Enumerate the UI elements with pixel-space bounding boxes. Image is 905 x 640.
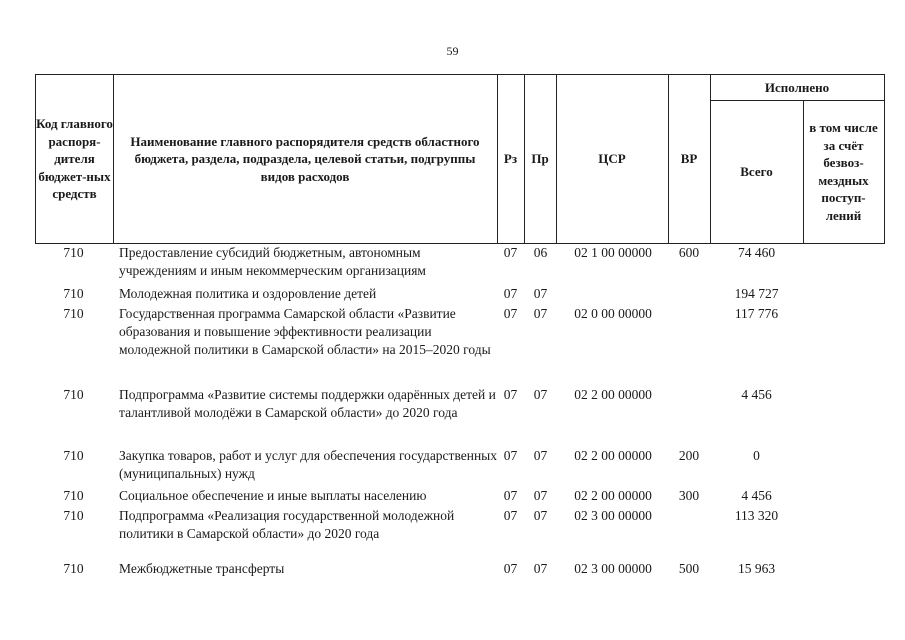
cell-pr: 06 — [533, 245, 548, 260]
table-header — [35, 74, 885, 244]
cell-name: Закупка товаров, работ и услуг для обеспечения государственных (муниципальных) нужд — [119, 448, 498, 481]
cell-total: 117 776 — [734, 306, 779, 321]
header-vr: ВР — [680, 151, 698, 167]
cell-rz: 07 — [503, 561, 518, 576]
cell-name: Предоставление субсидий бюджетным, автономным учреждениям и иным некоммерческим организациям — [119, 245, 426, 278]
cell-pr: 07 — [533, 488, 548, 503]
cell-rz: 07 — [503, 306, 518, 321]
header-gratuitous: в том числе за счёт безвоз-мездных поступ-лений — [809, 120, 878, 223]
cell-csr: 02 2 00 00000 — [574, 387, 652, 402]
cell-rz: 07 — [503, 387, 518, 402]
cell-total: 113 320 — [734, 508, 779, 523]
cell-total: 194 727 — [734, 286, 779, 301]
cell-code: 710 — [63, 448, 84, 463]
cell-code: 710 — [63, 561, 84, 576]
cell-total: 15 963 — [737, 561, 776, 576]
cell-code: 710 — [63, 387, 84, 402]
cell-total: 4 456 — [741, 387, 772, 402]
cell-name: Молодежная политика и оздоровление детей — [119, 286, 377, 301]
cell-code: 710 — [63, 286, 84, 301]
cell-csr: 02 2 00 00000 — [574, 448, 652, 463]
header-executed: Исполнено — [764, 79, 830, 95]
header-total: Всего — [740, 163, 773, 179]
header-pr: Пр — [531, 151, 549, 167]
cell-csr: 02 0 00 00000 — [574, 306, 652, 321]
cell-rz: 07 — [503, 245, 518, 260]
cell-name: Подпрограмма «Реализация государственной молодежной политики в Самарской области» до 2020 года — [119, 508, 455, 541]
cell-pr: 07 — [533, 306, 548, 321]
cell-total: 74 460 — [737, 245, 776, 260]
cell-total: 0 — [753, 448, 760, 463]
cell-vr: 500 — [678, 561, 700, 576]
cell-code: 710 — [63, 245, 84, 260]
cell-rz: 07 — [503, 508, 518, 523]
header-csr: ЦСР — [598, 151, 626, 167]
cell-csr: 02 2 00 00000 — [574, 488, 652, 503]
cell-pr: 07 — [533, 387, 548, 402]
cell-total: 4 456 — [741, 488, 772, 503]
cell-name: Государственная программа Самарской области «Развитие образования и повышение эффективности реализации молодежной политики в Самарской области» на 2015–2020 годы — [119, 306, 491, 357]
cell-name: Подпрограмма «Развитие системы поддержки одарённых детей и талантливой молодёжи в Самарской области» до 2020 года — [119, 387, 496, 420]
cell-code: 710 — [63, 488, 84, 503]
cell-csr: 02 3 00 00000 — [574, 561, 652, 576]
cell-pr: 07 — [533, 286, 548, 301]
cell-pr: 07 — [533, 508, 548, 523]
cell-code: 710 — [63, 508, 84, 523]
divider — [113, 75, 114, 243]
cell-rz: 07 — [503, 448, 518, 463]
cell-rz: 07 — [503, 286, 518, 301]
cell-name: Социальное обеспечение и иные выплаты населению — [119, 488, 427, 503]
header-rz: Рз — [503, 151, 518, 167]
cell-pr: 07 — [533, 448, 548, 463]
page-number: 59 — [446, 44, 459, 58]
cell-pr: 07 — [533, 561, 548, 576]
cell-name: Межбюджетные трансферты — [119, 561, 285, 576]
cell-rz: 07 — [503, 488, 518, 503]
cell-code: 710 — [63, 306, 84, 321]
header-name: Наименование главного распорядителя средств областного бюджета, раздела, подраздела, целевой статьи, подгруппы видов расходов — [130, 133, 480, 184]
cell-csr: 02 1 00 00000 — [574, 245, 652, 260]
cell-vr: 200 — [678, 448, 700, 463]
cell-vr: 600 — [678, 245, 700, 260]
cell-csr: 02 3 00 00000 — [574, 508, 652, 523]
cell-vr: 300 — [678, 488, 700, 503]
header-code: Код главного распоря-дителя бюджет-ных средств — [36, 116, 113, 202]
